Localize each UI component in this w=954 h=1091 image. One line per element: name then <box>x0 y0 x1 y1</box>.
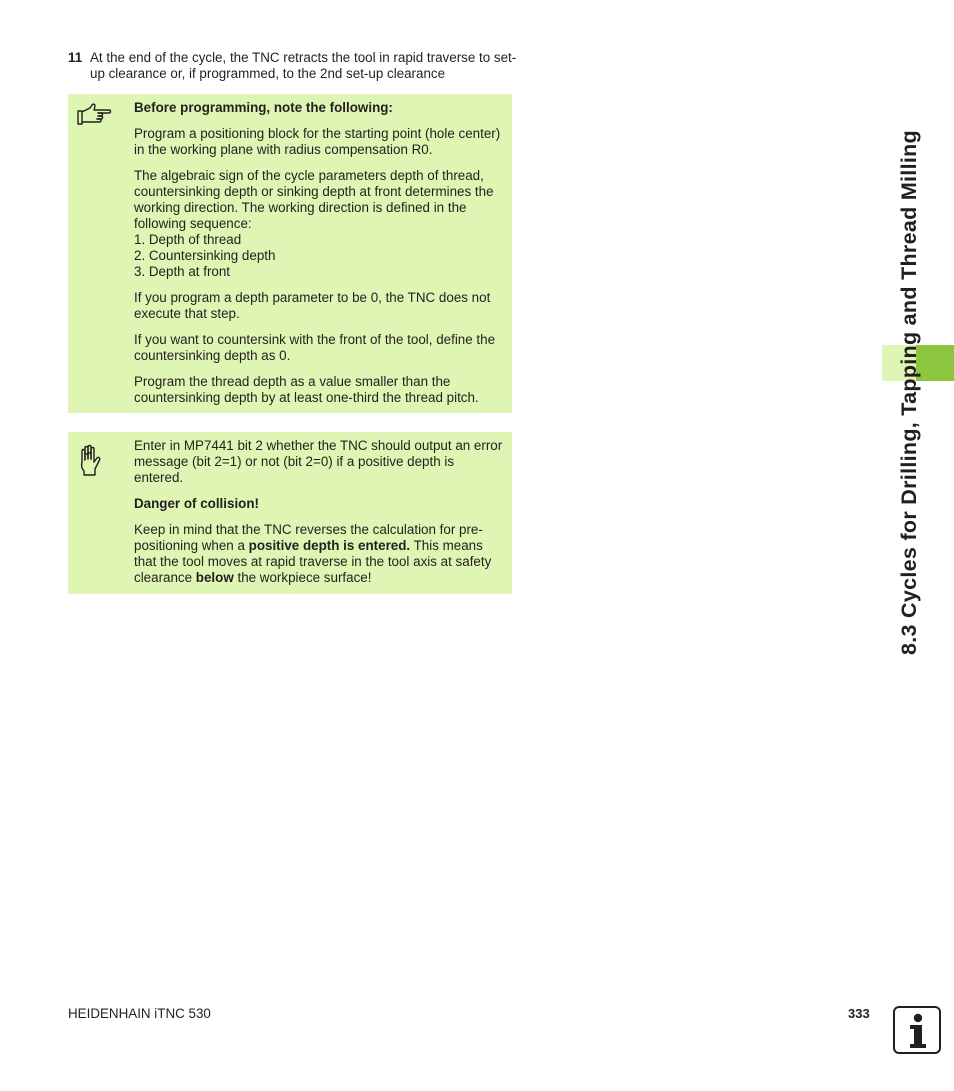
note-paragraph: Program the thread depth as a value smaller than the countersinking depth by at least one-third the thread pitch. <box>134 374 479 405</box>
step-number: 11 <box>68 50 83 65</box>
pointing-hand-icon <box>76 102 112 133</box>
step-text: At the end of the cycle, the TNC retracts the tool in rapid traverse to set-up clearance or, if programmed, to the 2nd set-up clearance <box>90 50 517 81</box>
info-icon <box>893 1006 941 1054</box>
text-span: the workpiece surface! <box>233 570 372 585</box>
danger-heading: Danger of collision! <box>134 496 259 511</box>
note-paragraph: If you want to countersink with the front of the tool, define the countersinking depth as 0. <box>134 332 496 363</box>
note-body <box>134 100 506 416</box>
programming-note <box>68 94 512 413</box>
sequence-item: 2. Countersinking depth <box>134 248 276 263</box>
note-paragraph-text: The algebraic sign of the cycle parameters depth of thread, countersinking depth or sinking depth at front determines the working direction. The working direction is defined in the following sequence: <box>134 168 494 231</box>
emphasis-text: below <box>195 570 234 585</box>
warning-note <box>68 432 512 594</box>
footer-product: HEIDENHAIN iTNC 530 <box>68 1006 211 1021</box>
page-number: 333 <box>848 1006 870 1021</box>
text-span: Keep in mind that the TNC reverses the calculation for pre-positioning when a <box>134 522 483 553</box>
emphasis-text: positive depth is entered. <box>248 538 411 553</box>
note-paragraph <box>134 522 506 586</box>
note-paragraph: If you program a depth parameter to be 0, the TNC does not execute that step. <box>134 290 491 321</box>
note-paragraph: Enter in MP7441 bit 2 whether the TNC should output an error message (bit 2=1) or not (bit 2=0) if a positive depth is entered. <box>134 438 503 485</box>
sequence-item: 3. Depth at front <box>134 264 231 279</box>
note-paragraph: Program a positioning block for the starting point (hole center) in the working plane with radius compensation R0. <box>134 126 501 157</box>
note-paragraph <box>134 168 506 280</box>
sequence-item: 1. Depth of thread <box>134 232 242 247</box>
note-heading: Before programming, note the following: <box>134 100 393 115</box>
note-body <box>134 438 506 596</box>
stop-hand-icon <box>76 444 102 483</box>
chapter-side-title: 8.3 Cycles for Drilling, Tapping and Thread Milling <box>897 130 921 655</box>
text-span: This means that the tool moves at rapid traverse in the tool axis at safety clearance <box>134 538 492 585</box>
